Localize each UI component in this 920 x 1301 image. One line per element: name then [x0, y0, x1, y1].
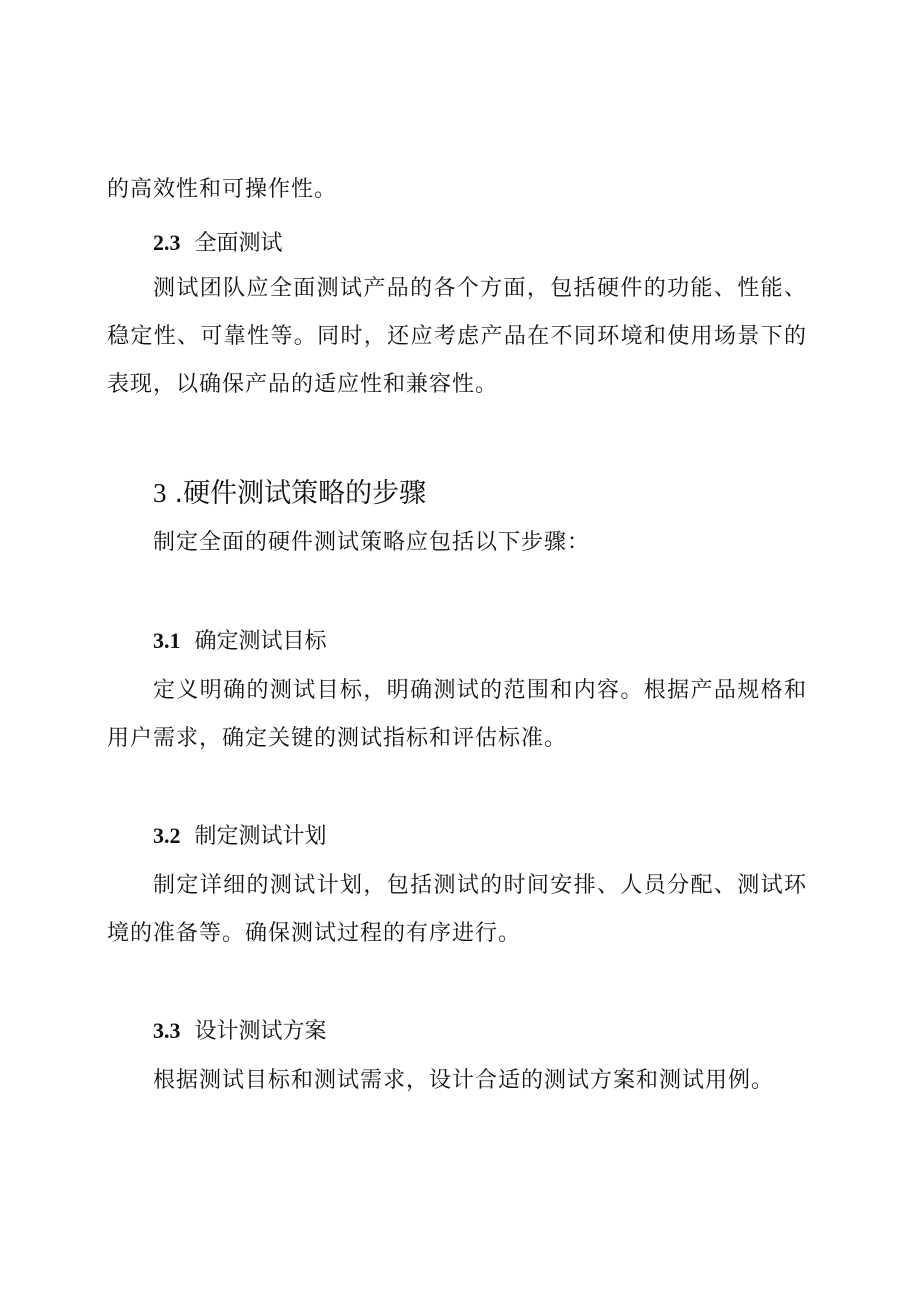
paragraph-test-objectives: 定义明确的测试目标，明确测试的范围和内容。根据产品规格和用户需求，确定关键的测试指标和评估标准。: [107, 678, 807, 751]
section-heading-3-1: [153, 626, 327, 657]
paragraph-test-plan: 制定详细的测试计划，包括测试的时间安排、人员分配、测试环境的准备等。确保测试过程的有序进行。: [107, 873, 807, 946]
paragraph-comprehensive-testing: 测试团队应全面测试产品的各个方面，包括硬件的功能、性能、稳定性、可靠性等。同时，还应考虑产品在不同环境和使用场景下的表现，以确保产品的适应性和兼容性。: [107, 276, 807, 397]
section-title: 确定测试目标: [194, 629, 327, 654]
section-number: 2.3: [153, 230, 181, 255]
section-heading-3-2: [153, 821, 327, 852]
section-title: 全面测试: [194, 231, 283, 256]
paragraph-test-design: 根据测试目标和测试需求，设计合适的测试方案和测试用例。: [153, 1068, 775, 1093]
section-title: 设计测试方案: [194, 1019, 327, 1044]
section-heading-3-3: [153, 1016, 327, 1047]
section-number: 3: [153, 478, 167, 508]
section-title: 制定测试计划: [194, 824, 327, 849]
paragraph-steps-intro: 制定全面的硬件测试策略应包括以下步骤：: [153, 530, 591, 555]
paragraph-continuation: 的高效性和可操作性。: [107, 177, 338, 202]
section-number: 3.2: [153, 823, 181, 848]
section-heading-2-3: [153, 228, 283, 259]
section-number: 3.3: [153, 1018, 181, 1043]
section-title: .硬件测试策略的步骤: [174, 478, 427, 509]
section-number: 3.1: [153, 628, 181, 653]
section-heading-3: [153, 476, 426, 511]
